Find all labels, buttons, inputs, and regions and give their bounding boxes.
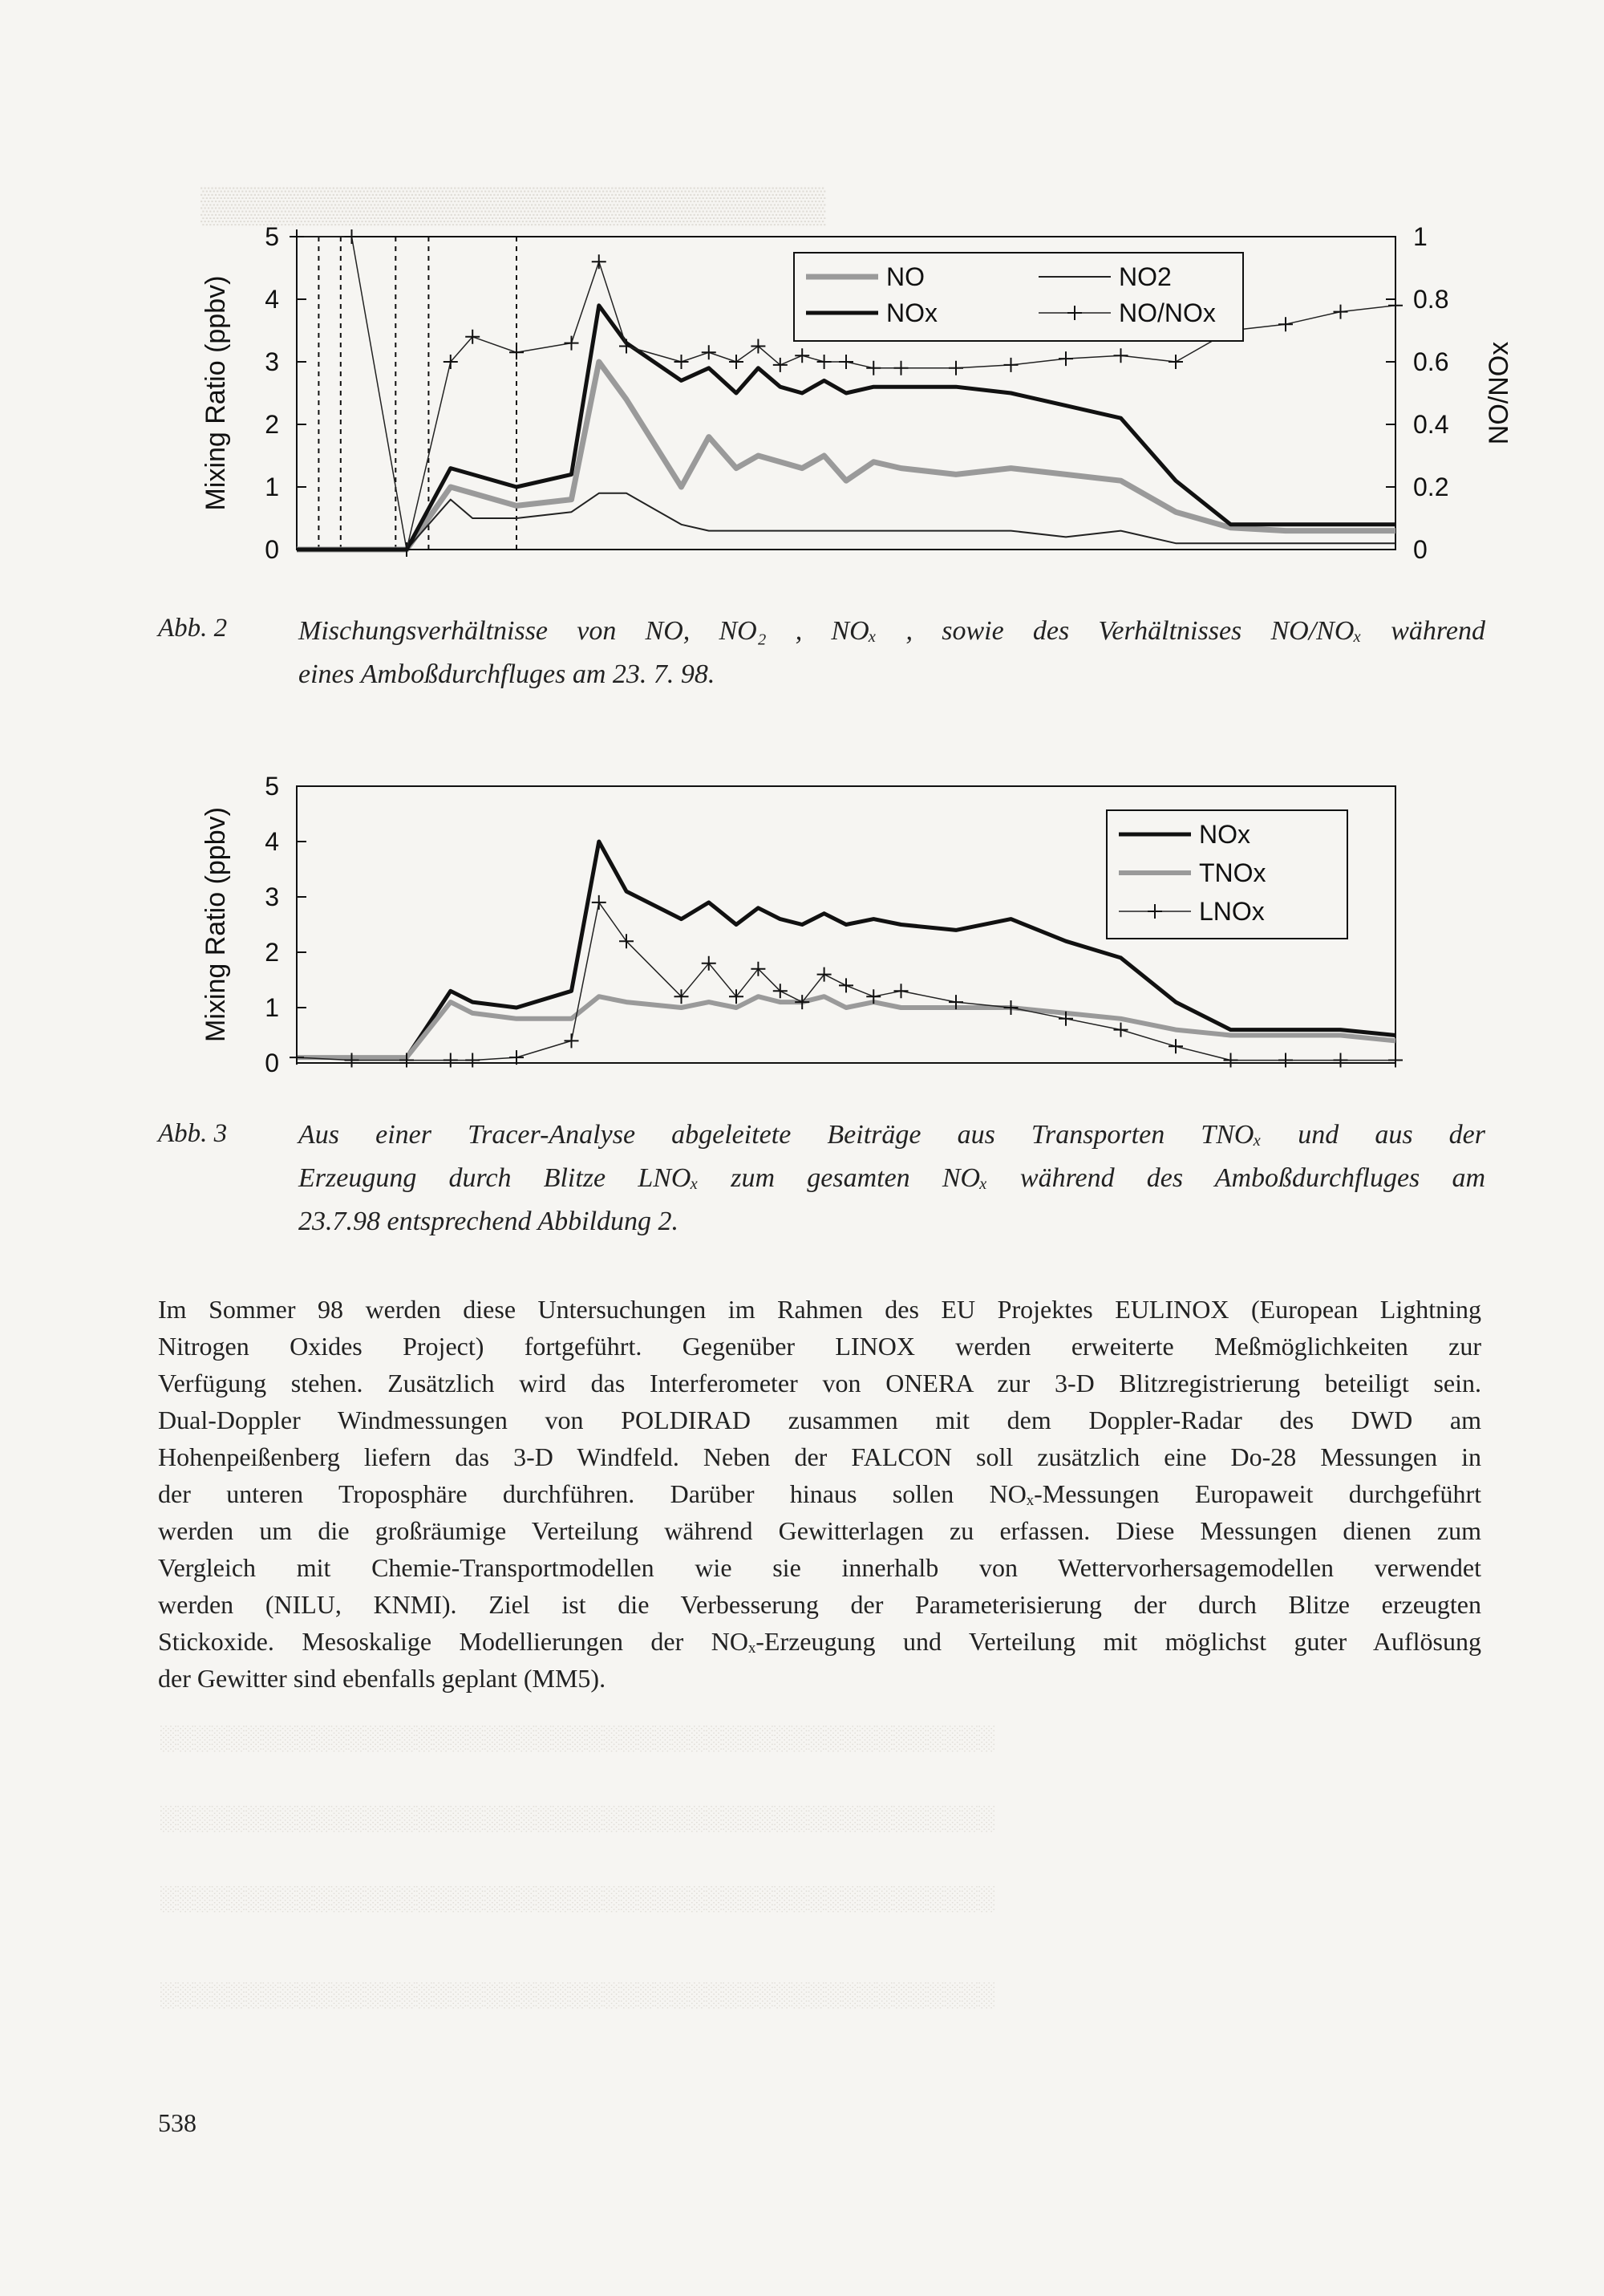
- body-line: Vergleich mit Chemie-Transportmodellen wie sie innerhalb von Wettervorhersagemodellen verwendet: [158, 1553, 1481, 1582]
- figure-2-caption: [298, 610, 1485, 696]
- figure-2-caption-line2: eines Amboßdurchfluges am 23. 7. 98.: [298, 659, 715, 689]
- data-point-marker: [839, 355, 853, 369]
- figure-3-caption-line3: 23.7.98 entsprechend Abbildung 2.: [298, 1207, 679, 1236]
- body-line: Nitrogen Oxides Project) fortgeführt. Gegenüber LINOX werden erweiterte Meßmöglichkeiten zur: [158, 1332, 1481, 1361]
- body-line: Im Sommer 98 werden diese Untersuchungen im Rahmen des EU Projektes EULINOX (European Lightning: [158, 1295, 1481, 1324]
- y-tick-label: 1: [265, 993, 279, 1022]
- body-line: Verfügung stehen. Zusätzlich wird das Interferometer von ONERA zur 3-D Blitzregistrierung beteiligt sein.: [158, 1369, 1481, 1397]
- data-point-marker: [1169, 355, 1183, 369]
- y-tick-label: 3: [265, 882, 279, 911]
- figure-3-caption-label: Abb. 3: [158, 1119, 228, 1148]
- data-point-marker: [1224, 1053, 1238, 1068]
- y-tick-label: 5: [265, 222, 279, 251]
- figure-3-caption: [298, 1114, 1485, 1243]
- show-through-artifact: ░░░░░░░░░░░░░░░░░░░░░░░░░░░░░░░░░░░░░░░░░░░░░░░░░: [160, 1982, 996, 2008]
- data-point-marker: [702, 956, 716, 971]
- data-point-marker: [619, 339, 634, 354]
- data-point-marker: [592, 895, 606, 910]
- data-point-marker: [565, 336, 579, 351]
- figure-3-chart: [184, 762, 1508, 1083]
- data-point-marker: [702, 345, 716, 359]
- y-axis-label: Mixing Ratio (ppbv): [200, 807, 231, 1042]
- page-number: 538: [158, 2108, 196, 2137]
- data-point-marker: [1278, 1053, 1293, 1068]
- y-tick-label: 0: [265, 535, 279, 564]
- figure-2-svg: [184, 217, 1514, 578]
- data-point-marker: [949, 361, 963, 375]
- legend-label: NO: [886, 262, 925, 291]
- y2-tick-label: 0.2: [1413, 473, 1449, 501]
- y2-tick-label: 0.8: [1413, 285, 1449, 314]
- y2-tick-label: 0.4: [1413, 410, 1449, 439]
- y-tick-label: 5: [265, 772, 279, 801]
- data-point-marker: [509, 345, 524, 359]
- show-through-artifact: ░░░░░░░░░░░░░░░░░░░░░░░░░░░░░░░░░░░░░░░░░░░░░░░░░: [160, 1805, 996, 1832]
- y-axis-label: Mixing Ratio (ppbv): [200, 275, 231, 511]
- data-point-marker: [1004, 1000, 1019, 1015]
- data-point-marker: [465, 1053, 480, 1068]
- legend-box: [794, 253, 1243, 341]
- figure-2-caption-line1: Mischungsverhältnisse von NO, NO₂ , NOₓ , sowie des Verhältnisses NO/NOₓ während: [298, 616, 1485, 646]
- y2-tick-label: 0.6: [1413, 347, 1449, 376]
- y-tick-label: 4: [265, 827, 279, 856]
- legend-label: NO2: [1119, 262, 1172, 291]
- body-line: Dual-Doppler Windmessungen von POLDIRAD zusammen mit dem Doppler-Radar des DWD am: [158, 1406, 1481, 1434]
- body-line: werden (NILU, KNMI). Ziel ist die Verbesserung der Parameterisierung der durch Blitze erzeugten: [158, 1590, 1481, 1619]
- show-through-artifact: ▒▒▒▒▒▒▒▒▒▒▒▒▒▒▒▒▒▒▒▒▒▒▒▒▒: [200, 185, 826, 225]
- data-point-marker: [866, 361, 881, 375]
- legend-label: NO/NOx: [1119, 298, 1216, 327]
- data-point-marker: [1334, 305, 1348, 319]
- data-point-marker: [1004, 358, 1019, 372]
- series-line-nox: [297, 306, 1395, 550]
- data-point-marker: [795, 348, 809, 363]
- data-point-marker: [1114, 1023, 1128, 1037]
- y-tick-label: 2: [265, 938, 279, 967]
- y-tick-label: 2: [265, 410, 279, 439]
- figure-3-caption-line1: Aus einer Tracer-Analyse abgeleitete Beiträge aus Transporten TNOₓ und aus der: [298, 1120, 1485, 1150]
- body-paragraph: [158, 1291, 1481, 1697]
- y-tick-label: 3: [265, 347, 279, 376]
- y2-tick-label: 1: [1413, 222, 1428, 251]
- legend-label: TNOx: [1199, 858, 1266, 887]
- body-line: Hohenpeißenberg liefern das 3-D Windfeld. Neben der FALCON soll zusätzlich eine Do-28 Messungen in: [158, 1442, 1481, 1471]
- legend-label: NOx: [1199, 820, 1250, 849]
- body-line: werden um die großräumige Verteilung während Gewitterlagen zu erfassen. Diese Messungen dienen zum: [158, 1516, 1481, 1545]
- data-point-marker: [894, 984, 909, 998]
- figure-3-svg: [184, 762, 1508, 1083]
- data-point-marker: [729, 355, 743, 369]
- body-line: Stickoxide. Mesoskalige Modellierungen der NOₓ-Erzeugung und Verteilung mit möglichst guter Auflösung: [158, 1627, 1481, 1656]
- data-point-marker: [674, 355, 689, 369]
- figure-3-caption-line2: Erzeugung durch Blitze LNOₓ zum gesamten NOₓ während des Amboßdurchfluges am: [298, 1163, 1485, 1193]
- series-line-no: [297, 362, 1395, 550]
- data-point-marker: [1278, 317, 1293, 331]
- y2-tick-label: 0: [1413, 535, 1428, 564]
- data-point-marker: [817, 355, 832, 369]
- data-point-marker: [444, 1053, 458, 1068]
- legend-label: NOx: [886, 298, 938, 327]
- data-point-marker: [565, 1033, 579, 1048]
- data-point-marker: [1059, 351, 1073, 366]
- figure-2-caption-label: Abb. 2: [158, 614, 228, 643]
- data-point-marker: [1334, 1053, 1348, 1068]
- data-point-marker: [795, 995, 809, 1009]
- data-point-marker: [1388, 1053, 1403, 1068]
- series-line-no2: [297, 493, 1395, 550]
- figure-2-chart: [184, 217, 1514, 578]
- y-tick-label: 1: [265, 473, 279, 501]
- show-through-artifact: ░░░░░░░░░░░░░░░░░░░░░░░░░░░░░░░░░░░░░░░░░░░░░░░░░: [160, 1885, 996, 1912]
- data-point-marker: [1169, 1039, 1183, 1053]
- body-line: der Gewitter sind ebenfalls geplant (MM5).: [158, 1664, 606, 1693]
- data-point-marker: [839, 978, 853, 992]
- show-through-artifact: ░░░░░░░░░░░░░░░░░░░░░░░░░░░░░░░░░░░░░░░░░░░░░░░░░: [160, 1725, 996, 1751]
- data-point-marker: [1388, 298, 1403, 313]
- data-point-marker: [894, 361, 909, 375]
- legend-label: LNOx: [1199, 897, 1265, 926]
- y2-axis-label: NO/NOx: [1484, 341, 1514, 445]
- data-point-marker: [592, 254, 606, 269]
- data-point-marker: [817, 967, 832, 982]
- data-point-marker: [290, 229, 304, 244]
- y-tick-label: 0: [265, 1049, 279, 1077]
- series-line-tnox: [297, 996, 1395, 1057]
- body-line: der unteren Troposphäre durchführen. Darüber hinaus sollen NOₓ-Messungen Europaweit durchgeführt: [158, 1479, 1481, 1508]
- data-point-marker: [729, 989, 743, 1004]
- data-point-marker: [345, 229, 359, 244]
- data-point-marker: [1114, 348, 1128, 363]
- y-tick-label: 4: [265, 285, 279, 314]
